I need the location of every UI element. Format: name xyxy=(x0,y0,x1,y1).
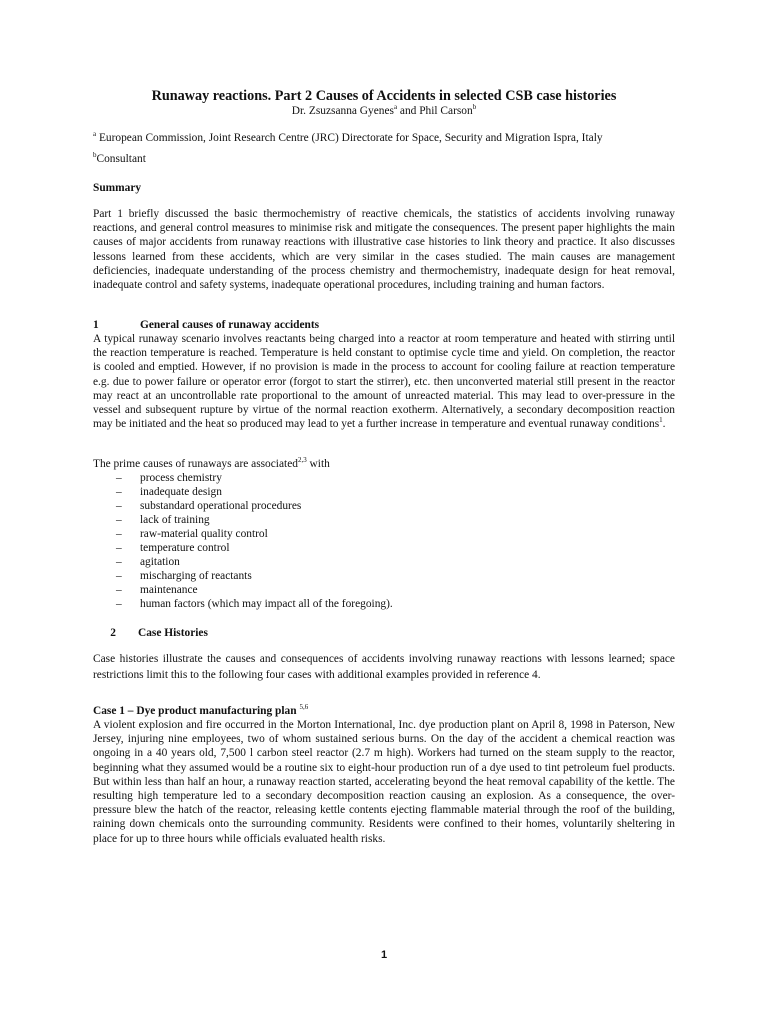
affiliation-a xyxy=(93,131,675,145)
case-1-reference: 5,6 xyxy=(299,703,309,712)
list-item xyxy=(93,597,675,611)
section-1-paragraph xyxy=(93,332,675,431)
dash-bullet: – xyxy=(116,486,122,498)
dash-bullet: – xyxy=(116,542,122,554)
summary-paragraph: Part 1 briefly discussed the basic thermochemistry of reactive chemicals, the statistics of accidents involving runaway reactions, and general control measures to minimise risk and mitigate the consequences. The present paper highlights the main causes of major accidents from runaway reactions with illustrative case histories to link theory and practice. It also discusses lessons learned from these accidents, which are very similar in the cases studied. The main causes are management deficiencies, inadequate understanding of the process chemistry and thermochemistry, inadequate design for heat removal, inadequate control and safety systems, inadequate operational procedures, including training and human factors. xyxy=(93,208,675,292)
list-item xyxy=(93,569,675,583)
list-item-text: substandard operational procedures xyxy=(140,500,302,512)
list-item-text: lack of training xyxy=(140,514,210,526)
list-item xyxy=(93,513,675,527)
summary-heading: Summary xyxy=(93,182,142,194)
causes-intro-reference: 2,3 xyxy=(297,456,307,465)
section-1-text: A typical runaway scenario involves reactants being charged into a reactor at room temperature and heated with stirring until the reaction temperature is reached. Temperature is held constant to optimise cycle time and yield. On completion, the reactor is cooled and emptied. However, if no provision is made in the process to account for cooling failure at reaction temperature e.g. due to power failure or operator error (forgot to start the stirrer), etc. then unconverted material still present in the reactor may react at an uncontrollable rate proportional to the amount of unreacted material. This may lead to over-pressure in the vessel and subsequent rupture by virtue of the normal reaction exotherm. Alternatively, a secondary decomposition reaction may be initiated and the heat so produced may lead to yet a further increase in temperature and eventual runaway conditions xyxy=(93,333,675,431)
case-1-paragraph: A violent explosion and fire occurred in the Morton International, Inc. dye production plant on April 8, 1998 in Paterson, New Jersey, injuring nine employees, two of whom sustained serious burns. On the day of the accident a chemical reaction was ongoing in a 40 years old, 7,500 l carbon steel reactor (2.7 m high). Workers had turned on the steam supply to the reactor, beginning what they assumed would be a routine six to eight-hour production run of a dye used to tint petroleum fuel products. But within less than half an hour, a runaway reaction started, accelerating beyond the heat removal capability of the kettle. The resulting high temperature led to a secondary decomposition reaction causing an explosion. As a consequence, the over-pressure blew the hatch of the reactor, releasing kettle contents ejecting flammable material through the roof of the building, raining down chemicals onto the surrounding community. Residents were confined to their homes, voluntarily sheltering in place for up to three hours while officials evaluated health risks. xyxy=(93,719,675,845)
dash-bullet: – xyxy=(116,556,122,568)
section-1-title: General causes of runaway accidents xyxy=(140,319,320,331)
affiliation-b-text: Consultant xyxy=(96,153,146,165)
list-item-text: raw-material quality control xyxy=(140,528,268,540)
affiliation-b xyxy=(93,152,675,166)
section-2-title: Case Histories xyxy=(138,627,208,639)
page-number: 1 xyxy=(380,949,388,961)
causes-intro-text: The prime causes of runaways are associated xyxy=(93,458,298,470)
causes-intro-end: with xyxy=(306,458,330,470)
affiliation-a-mark: a xyxy=(93,130,97,139)
list-item xyxy=(93,555,675,569)
paper-title: Runaway reactions. Part 2 Causes of Accidents in selected CSB case histories xyxy=(151,88,617,104)
dash-bullet: – xyxy=(116,570,122,582)
list-item xyxy=(93,527,675,541)
author-line xyxy=(0,104,768,118)
causes-list xyxy=(93,471,675,611)
causes-intro xyxy=(93,457,675,471)
case-1-title: Case 1 – Dye product manufacturing plan xyxy=(93,705,297,717)
list-item xyxy=(93,485,675,499)
dash-bullet: – xyxy=(116,472,122,484)
affiliation-a-text: European Commission, Joint Research Centre (JRC) Directorate for Space, Security and Migration Ispra, Italy xyxy=(98,132,603,144)
case-1-heading xyxy=(93,704,675,718)
section-1-number: 1 xyxy=(93,319,99,331)
dash-bullet: – xyxy=(116,598,122,610)
affiliation-b-mark: b xyxy=(93,151,97,160)
author-1-affiliation-mark: a xyxy=(393,103,398,112)
section-1-reference: 1 xyxy=(659,416,663,425)
dash-bullet: – xyxy=(116,584,122,596)
list-item xyxy=(93,471,675,485)
list-item-text: mischarging of reactants xyxy=(140,570,252,582)
dash-bullet: – xyxy=(116,500,122,512)
section-1-heading xyxy=(93,318,675,332)
author-2: and Phil Carson xyxy=(397,105,473,117)
list-item-text: agitation xyxy=(140,556,180,568)
list-item xyxy=(93,541,675,555)
list-item xyxy=(93,499,675,513)
dash-bullet: – xyxy=(116,514,122,526)
section-1-end: . xyxy=(662,418,666,431)
author-1: Dr. Zsuzsanna Gyenes xyxy=(291,105,394,117)
list-item-text: process chemistry xyxy=(140,472,222,484)
list-item-text: maintenance xyxy=(140,584,198,596)
list-item-text: temperature control xyxy=(140,542,230,554)
list-item-text: human factors (which may impact all of the foregoing). xyxy=(140,598,393,610)
dash-bullet: – xyxy=(116,528,122,540)
section-2-paragraph: Case histories illustrate the causes and consequences of accidents involving runaway reactions with lessons learned; space restrictions limit this to the following four cases with additional examples provided in reference 4. xyxy=(93,653,675,681)
section-2-heading xyxy=(93,626,675,640)
list-item-text: inadequate design xyxy=(140,486,222,498)
author-2-affiliation-mark: b xyxy=(472,103,477,112)
section-2-number: 2 xyxy=(110,627,116,639)
list-item xyxy=(93,583,675,597)
